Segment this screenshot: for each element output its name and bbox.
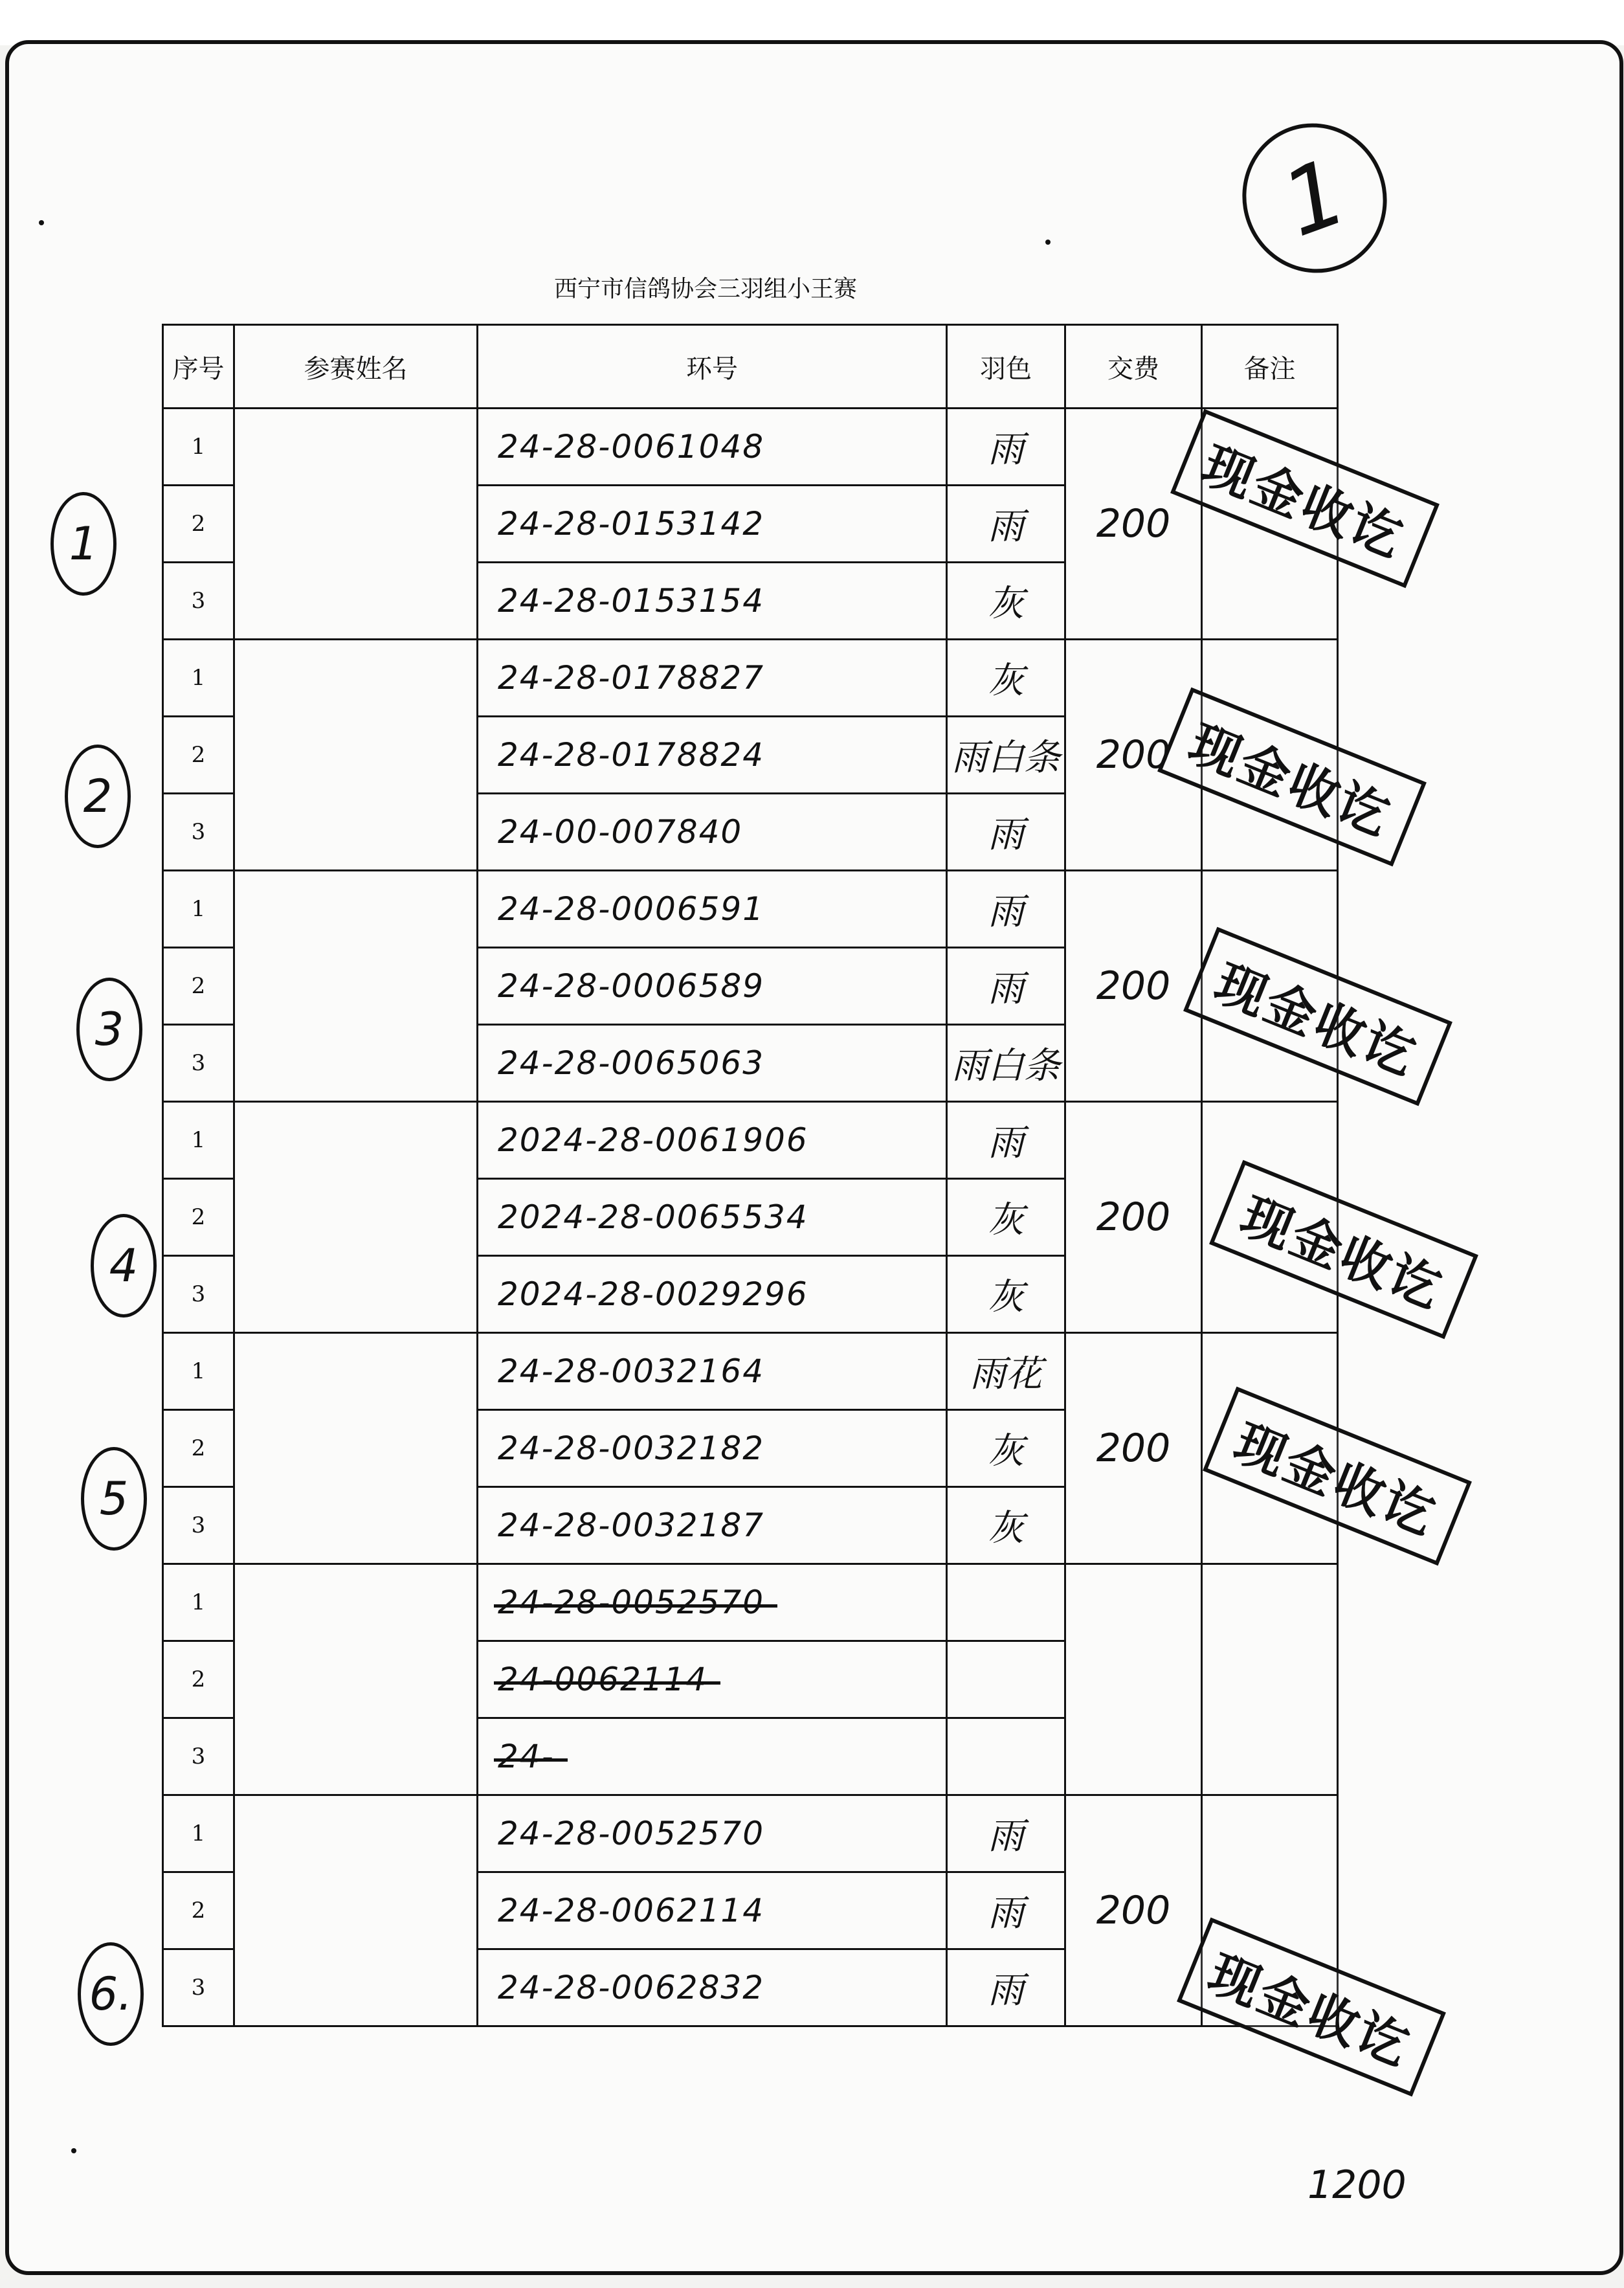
seq-cell: 3 [163, 563, 234, 640]
seq-cell: 2 [163, 717, 234, 794]
group-number-marker: 3 [76, 978, 142, 1081]
feather-color-cell: 雨白条 [947, 717, 1065, 794]
participant-name-cell [234, 409, 478, 640]
cash-received-stamp: 现金收讫 [1170, 409, 1440, 589]
feather-color-cell: 雨 [947, 409, 1065, 486]
seq-cell: 2 [163, 1410, 234, 1487]
ring-number-cell [478, 1256, 947, 1333]
ring-number-cell [478, 1333, 947, 1410]
table-row [163, 1795, 1338, 1872]
feather-color-cell: 雨 [947, 1949, 1065, 2026]
seq-cell: 1 [163, 640, 234, 717]
ring-number-cell [478, 409, 947, 486]
feather-color-cell: 雨 [947, 794, 1065, 871]
table-row [163, 1333, 1338, 1410]
participant-name-cell [234, 1795, 478, 2026]
feather-color-cell [947, 1641, 1065, 1718]
ink-dot [1045, 240, 1051, 245]
page-number-mark: 1 [1221, 103, 1408, 293]
ink-dot [71, 2148, 76, 2153]
seq-cell: 1 [163, 409, 234, 486]
group-number-marker: 2 [65, 745, 131, 848]
ring-number: 24-28-0052570 [498, 1815, 765, 1852]
seq-cell: 3 [163, 1256, 234, 1333]
seq-cell: 3 [163, 1025, 234, 1102]
group-number-marker: 5 [81, 1447, 147, 1551]
ring-number: 2024-28-0029296 [498, 1275, 808, 1313]
ring-number-cell [478, 1487, 947, 1564]
ring-number: 24-28-0032164 [498, 1352, 765, 1390]
seq-cell: 3 [163, 1949, 234, 2026]
feather-color-cell: 雨 [947, 1102, 1065, 1179]
participant-name-cell [234, 1564, 478, 1795]
seq-cell: 2 [163, 1872, 234, 1949]
seq-cell: 1 [163, 1795, 234, 1872]
seq-cell: 3 [163, 794, 234, 871]
feather-color-cell: 灰 [947, 1179, 1065, 1256]
ink-dot [39, 220, 44, 225]
seq-cell: 1 [163, 1564, 234, 1641]
seq-cell: 1 [163, 871, 234, 948]
header-name: 参赛姓名 [234, 325, 478, 409]
ring-number: 24-28-0062114 [498, 1892, 765, 1929]
ring-number: 24-28-0153142 [498, 505, 765, 543]
fee-cell: 200 [1065, 409, 1202, 640]
ring-number: 24-0062114 [498, 1661, 708, 1698]
table-header-row [163, 325, 1338, 409]
ring-number-cell [478, 717, 947, 794]
feather-color-cell [947, 1564, 1065, 1641]
ring-number: 24-28-0032182 [498, 1430, 765, 1467]
ring-number-cell [478, 1564, 947, 1641]
ring-number: 2024-28-0065534 [498, 1198, 808, 1236]
feather-color-cell: 灰 [947, 563, 1065, 640]
participant-name-cell [234, 1333, 478, 1564]
ring-number: 24-28-0006591 [498, 890, 765, 928]
feather-color-cell: 雨花 [947, 1333, 1065, 1410]
cash-received-stamp: 现金收讫 [1183, 927, 1452, 1106]
ring-number: 24- [498, 1738, 555, 1775]
feather-color-cell: 雨 [947, 1795, 1065, 1872]
ring-number: 24-28-0178827 [498, 659, 765, 697]
table-body [163, 409, 1338, 2026]
group-number-marker: 1 [50, 492, 117, 596]
scan-top-edge [0, 0, 1624, 45]
header-seq: 序号 [163, 325, 234, 409]
ring-number: 24-28-0062832 [498, 1969, 765, 2006]
ring-number-cell [478, 1718, 947, 1795]
ring-number-cell [478, 1949, 947, 2026]
participant-name-cell [234, 640, 478, 871]
feather-color-cell: 灰 [947, 1487, 1065, 1564]
total-amount: 1200 [1307, 2162, 1407, 2208]
ring-number-cell [478, 1795, 947, 1872]
ring-number-cell [478, 1410, 947, 1487]
ring-number: 24-28-0153154 [498, 582, 765, 620]
ring-number: 2024-28-0061906 [498, 1121, 808, 1159]
note-cell [1202, 1564, 1338, 1795]
feather-color-cell: 灰 [947, 1410, 1065, 1487]
fee-cell [1065, 1564, 1202, 1795]
ring-number-cell [478, 1102, 947, 1179]
ring-number-cell [478, 563, 947, 640]
seq-cell: 2 [163, 1641, 234, 1718]
ring-number-cell [478, 486, 947, 563]
group-number-marker: 4 [91, 1214, 157, 1318]
feather-color-cell: 雨 [947, 871, 1065, 948]
feather-color-cell: 雨 [947, 486, 1065, 563]
ring-number-cell [478, 1179, 947, 1256]
fee-cell: 200 [1065, 640, 1202, 871]
fee-cell: 200 [1065, 1795, 1202, 2026]
registration-table [162, 324, 1339, 2027]
feather-color-cell: 雨 [947, 948, 1065, 1025]
ring-number: 24-28-0032187 [498, 1507, 765, 1544]
ring-number: 24-28-0061048 [498, 428, 765, 465]
header-fee: 交费 [1065, 325, 1202, 409]
ring-number-cell [478, 871, 947, 948]
table-row [163, 409, 1338, 486]
fee-cell: 200 [1065, 871, 1202, 1102]
ring-number-cell [478, 1641, 947, 1718]
cash-received-stamp: 现金收讫 [1177, 1918, 1446, 2097]
fee-cell: 200 [1065, 1102, 1202, 1333]
cash-received-stamp: 现金收讫 [1209, 1160, 1478, 1340]
participant-name-cell [234, 1102, 478, 1333]
seq-cell: 1 [163, 1333, 234, 1410]
seq-cell: 2 [163, 1179, 234, 1256]
ring-number-cell [478, 640, 947, 717]
seq-cell: 1 [163, 1102, 234, 1179]
feather-color-cell: 灰 [947, 640, 1065, 717]
ring-number: 24-28-0065063 [498, 1044, 765, 1082]
ring-number-cell [478, 794, 947, 871]
ring-number: 24-28-0052570 [498, 1584, 765, 1621]
seq-cell: 3 [163, 1718, 234, 1795]
feather-color-cell: 雨白条 [947, 1025, 1065, 1102]
ring-number-cell [478, 1025, 947, 1102]
feather-color-cell: 灰 [947, 1256, 1065, 1333]
table-row [163, 871, 1338, 948]
table-row [163, 640, 1338, 717]
table-row [163, 1102, 1338, 1179]
seq-cell: 2 [163, 486, 234, 563]
seq-cell: 3 [163, 1487, 234, 1564]
fee-cell: 200 [1065, 1333, 1202, 1564]
cash-received-stamp: 现金收讫 [1203, 1387, 1472, 1566]
table-row [163, 1564, 1338, 1641]
ring-number: 24-28-0006589 [498, 967, 765, 1005]
ring-number: 24-28-0178824 [498, 736, 765, 774]
group-number-marker: 6. [78, 1942, 144, 2046]
header-note: 备注 [1202, 325, 1338, 409]
ring-number-cell [478, 948, 947, 1025]
seq-cell: 2 [163, 948, 234, 1025]
header-color: 羽色 [947, 325, 1065, 409]
ring-number-cell [478, 1872, 947, 1949]
header-ring: 环号 [478, 325, 947, 409]
cash-received-stamp: 现金收讫 [1157, 688, 1427, 867]
feather-color-cell: 雨 [947, 1872, 1065, 1949]
feather-color-cell [947, 1718, 1065, 1795]
ring-number: 24-00-007840 [498, 813, 743, 851]
participant-name-cell [234, 871, 478, 1102]
form-title: 西宁市信鸽协会三羽组小王赛 [553, 276, 857, 302]
